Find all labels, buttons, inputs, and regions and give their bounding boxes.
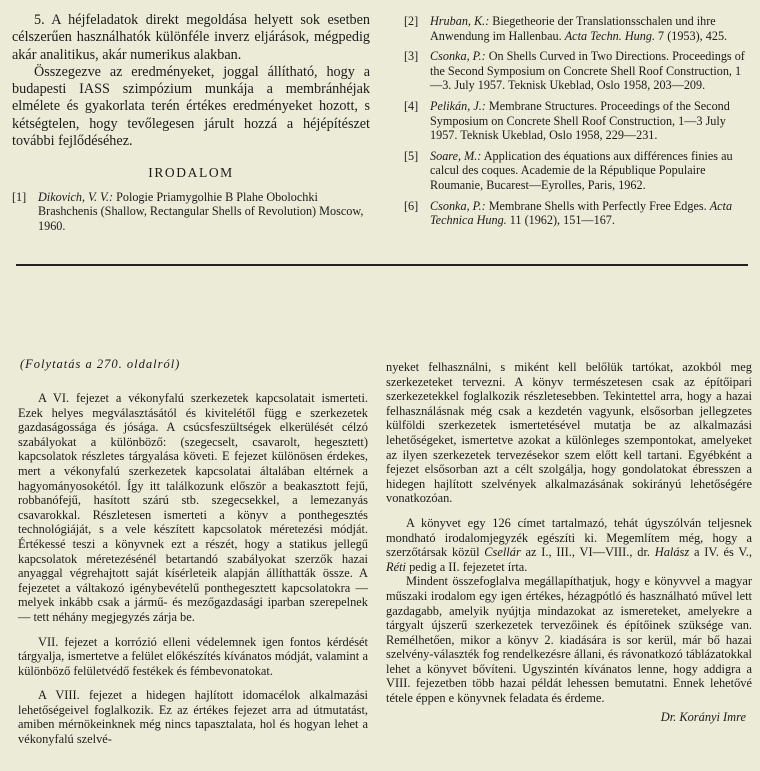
reference-text [430,14,751,43]
reference-body: On Shells Curved in Two Directions. Proceedings of the Second Symposium on Concrete Shell Roof Construction, 1—3. July 1957. Teknisk Ukeblad, Oslo 1958, 203—209. [430,49,745,93]
reference-author: Soare, M.: [430,148,482,163]
reference-item [404,99,751,143]
review-paragraph: A VI. fejezet a vékonyfalú szerkezetek kapcsolatait ismerteti. Ezek helyes megválasztásától és kivitelétől függ e szerkezetek gazdaságossága és jósága. A csúcsfeszültségek elkerülését célzó szabályokat a különböző: (szegecselt, csavarolt, hegesztett) kapcsolatok részletes tárgyalása követi. E fejezet különösen érdekes, mert a vékonyfalú szerkezetek kapcsolatai általában eltérnek a hagyományosokétól. Így itt találkozunk először a beakasztott fejű, robbanófejű, hasított szárú stb. szegecsekkel, a lemezanyás csavarokkal. Részletesen ismerteti a könyv a ponthegesztés technológiáját, s a vele készített kapcsolatok méretezési módját. Értékessé teszi a könyvnek ezt a részét, hogy a statikus jellegű kapcsolatok méretezésénél betartandó szabályokat szerzők hazai anyaggal végrehajtott saját kísérleteik alapján állíthatták össze. A fejezetet a váltakozó igénybevételű ponthegesztett kapcsolatokra — melyek inkább csak a jármű- és mezőgazdasági iparban szerepelnek — tett néhány megjegyzés zárja be. [18,391,368,624]
reference-tail: 11 (1962), 151—167. [509,213,615,228]
reference-text [430,149,751,193]
review-paragraph: A VIII. fejezet a hidegen hajlított idomacélok alkalmazási lehetőségeivel foglalkozik. Ez az értékes fejezet arra ad útmutatást, amiben mérnökeinknek még nincs tapasztalata, hol és hogyan lehet a vékonyfalú szelvé- [18,688,368,747]
top-left-column [12,12,370,233]
review-text: az I., III., VI—VIII., dr. [525,545,650,560]
author-name: Csellár [484,545,521,560]
reference-body: Membrane Structures. Proceedings of the Second Symposium on Concrete Shell Roof Construction, 1—3 July 1957. Teknisk Ukeblad, Oslo 1958, 229—231. [430,98,730,143]
review-left-column [18,391,368,747]
reference-body: Membrane Shells with Perfectly Free Edges. [488,198,707,213]
review-paragraph [386,516,752,574]
references-heading: IRODALOM [148,165,234,181]
review-right-column [386,360,752,724]
signature: Dr. Korányi Imre [660,709,746,724]
reference-body: Application des équations aux différences finies au calcul des coques. Academie de la République Populaire Roumanie, Bucarest—Eyrolles, Paris, 1962. [430,148,733,192]
reference-item [404,49,751,93]
reference-author: Pelikán, J.: [430,98,486,113]
reference-body: Biegetheorie der Translationsschalen und ihre Anwendung im Hallenbau. [430,14,716,43]
reference-item [404,149,751,193]
review-paragraph: nyeket felhasználni, s miként kell belőlük tartókat, azokból meg szerkezeteket tervezni. A könyv természetesen csak az építőipari szerkezetekkel foglalkozik részletesebben. Tekintettel arra, hogy a hazai felhasználásnak még csak a kezdetén vagyunk, elsősorban jellegzetes külföldi szerkezetek ismertetésével mutatja be az alkalmazási lehetőségeket, ismertetve azokat a különleges szempontokat, amelyeket az ilyen szerkezetek tervezésekor szem előtt kell tartani. Egyébként a fejezet elsősorban azt a célt szolgálja, hogy gondolatokat ébresszen a hidegen hajlított szelvények alkalmazásának sokirányú lehetőségére vonatkozóan. [386,360,752,506]
review-text: pedig a II. fejezetet írta. [409,559,528,574]
reference-text [430,199,751,228]
section-divider [16,264,748,266]
reference-item [404,14,751,43]
review-paragraph: Mindent összefoglalva megállapíthatjuk, hogy e könyvvel a magyar műszaki irodalom egy igen értékes, hézagpótló és használható művel lett gazdagabb, amelyik nyújtja mindazokat az ismereteket, amelyekre a tárgyalt újszerű szerkezetek tervezőinek és építőinek szüksége van. Remélhetően, mikor a könyv 2. kiadására is sor kerül, már bő hazai szelvény-választék fog rendelkezésre állani, és rávonatkozó táblázatokkal lehet a könyvet bővíteni. Ugyszintén kívánatos lenne, hogy addigra a VIII. fejezetben több hazai példát lehessen bemutatni. Ennek lehetővé tétele éppen e könyvnek feladata és érdeme. [386,574,752,706]
reference-number: [3] [404,49,419,64]
reference-text [430,99,751,143]
top-right-references [404,14,751,234]
reference-tail: 7 (1953), 425. [658,28,728,43]
summary-point-5: 5. A héjfeladatok direkt megoldása helyett sok esetben célszerűen használhatók különféle inverz eljárások, mégpedig akár analitikus, akár numerikus alakban. [12,12,370,63]
reference-number: [6] [404,198,419,213]
reference-author: Dikovich, V. V.: [38,189,114,204]
conclusion-paragraph: Összegezve az eredményeket, joggal állítható, hogy a budapesti IASS szimpózium munkája a membránhéjak elmélete és gyakorlata terén értékes eredményeket hozott, s kétségtelen, hogy tevőlegesen járult hozzá a héjépítészet további fejlődéséhez. [12,63,370,150]
review-text: A könyvet egy 126 címet tartalmazó, tehát úgyszólván teljesnek mondható irodalomjegyzék egészíti ki. Megemlítem még, hogy a szerzőtársak közül [386,515,752,560]
reference-number: [4] [404,98,419,113]
reference-number: [2] [404,14,419,28]
reference-text [38,190,370,234]
reference-item [404,199,751,228]
continuation-note: (Folytatás a 270. oldalról) [20,357,181,371]
author-name: Réti [386,559,406,574]
reference-author: Csonka, P.: [430,198,486,213]
reference-author: Hruban, K.: [430,14,490,28]
reference-author: Csonka, P.: [430,49,486,64]
author-name: Halász [654,545,690,560]
reference-number: [5] [404,148,419,163]
reference-journal: Acta Techn. Hung. [564,28,655,43]
reference-journal: Acta Technica Hung. [430,198,733,228]
reference-number: [1] [12,189,27,204]
reference-item [12,190,370,234]
review-paragraph: VII. fejezet a korrózió elleni védelemnek igen fontos kérdését tárgyalja, ismertetve a felület előkészítés kívánatos módját, valamint a különböző felületvédő festékek és fémbevonatokat. [18,634,368,678]
reference-text [430,49,751,93]
reference-body: Pologie Priamygolhie B Plahe Obolochki Brashchenis (Shallow, Rectangular Shells of Revolution) Moscow, 1960. [38,189,364,233]
review-text: a IV. és V., [693,545,752,560]
